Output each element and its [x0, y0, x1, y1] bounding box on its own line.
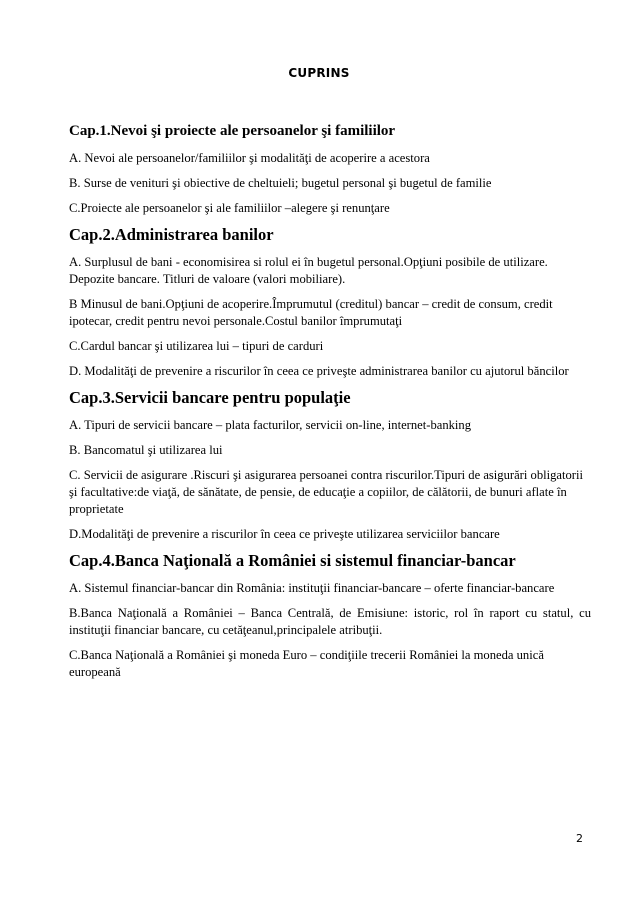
toc-item: B.Banca Naţională a României – Banca Centrală, de Emisiune: istoric, rol în raport cu statul, cu instituţii financiar bancare, cu cetăţeanul,principalele atribuţii. [69, 606, 591, 637]
chapter-heading: Cap.3.Servicii bancare pentru populaţie [69, 388, 351, 407]
page-title: CUPRINS [288, 66, 350, 80]
page-number: 2 [576, 832, 583, 845]
toc-item: C. Servicii de asigurare .Riscuri şi asigurarea persoanei contra riscurilor.Tipuri de asigurări obligatorii şi facultative:de viaţă, de sănătate, de pensie, de educaţie a copiilor, de călătorii, de bunuri aflate în proprietate [69, 468, 583, 516]
toc-item: A. Nevoi ale persoanelor/familiilor şi modalităţi de acoperire a acestora [69, 151, 430, 165]
toc-item: A. Surplusul de bani - economisirea si rolul ei în bugetul personal.Opţiuni posibile de utilizare. Depozite bancare. Titluri de valoare (valori mobiliare). [69, 255, 548, 286]
chapter-heading: Cap.1.Nevoi şi proiecte ale persoanelor şi familiilor [69, 123, 396, 139]
chapter-heading: Cap.4.Banca Naţională a României si sistemul financiar-bancar [69, 551, 516, 570]
chapter-4 [69, 551, 591, 681]
chapter-2 [69, 225, 591, 380]
toc-item: D.Modalităţi de prevenire a riscurilor în ceea ce priveşte utilizarea serviciilor bancare [69, 527, 500, 541]
toc-item: D. Modalităţi de prevenire a riscurilor în ceea ce priveşte administrarea banilor cu ajutorul băncilor [69, 364, 569, 378]
chapter-heading: Cap.2.Administrarea banilor [69, 225, 274, 244]
toc-item: C.Proiecte ale persoanelor şi ale familiilor –alegere şi renunţare [69, 201, 390, 215]
toc-item: A. Tipuri de servicii bancare – plata facturilor, servicii on-line, internet-banking [69, 418, 472, 432]
toc-item: B. Bancomatul şi utilizarea lui [69, 443, 223, 457]
chapter-3 [69, 388, 591, 543]
chapter-1 [69, 121, 591, 217]
toc-item: B. Surse de venituri şi obiective de cheltuieli; bugetul personal şi bugetul de familie [69, 176, 492, 190]
toc-item: C.Cardul bancar şi utilizarea lui – tipuri de carduri [69, 339, 324, 353]
table-of-contents [69, 121, 591, 689]
toc-item: C.Banca Naţională a României şi moneda Euro – condiţiile trecerii României la moneda unică europeană [69, 648, 544, 679]
toc-item: A. Sistemul financiar-bancar din România: instituţii financiar-bancare – oferte financiar-bancare [69, 581, 555, 595]
toc-item: B Minusul de bani.Opţiuni de acoperire.Împrumutul (creditul) bancar – credit de consum, credit ipotecar, credit pentru nevoi personale.Costul banilor împrumutaţi [69, 297, 553, 328]
